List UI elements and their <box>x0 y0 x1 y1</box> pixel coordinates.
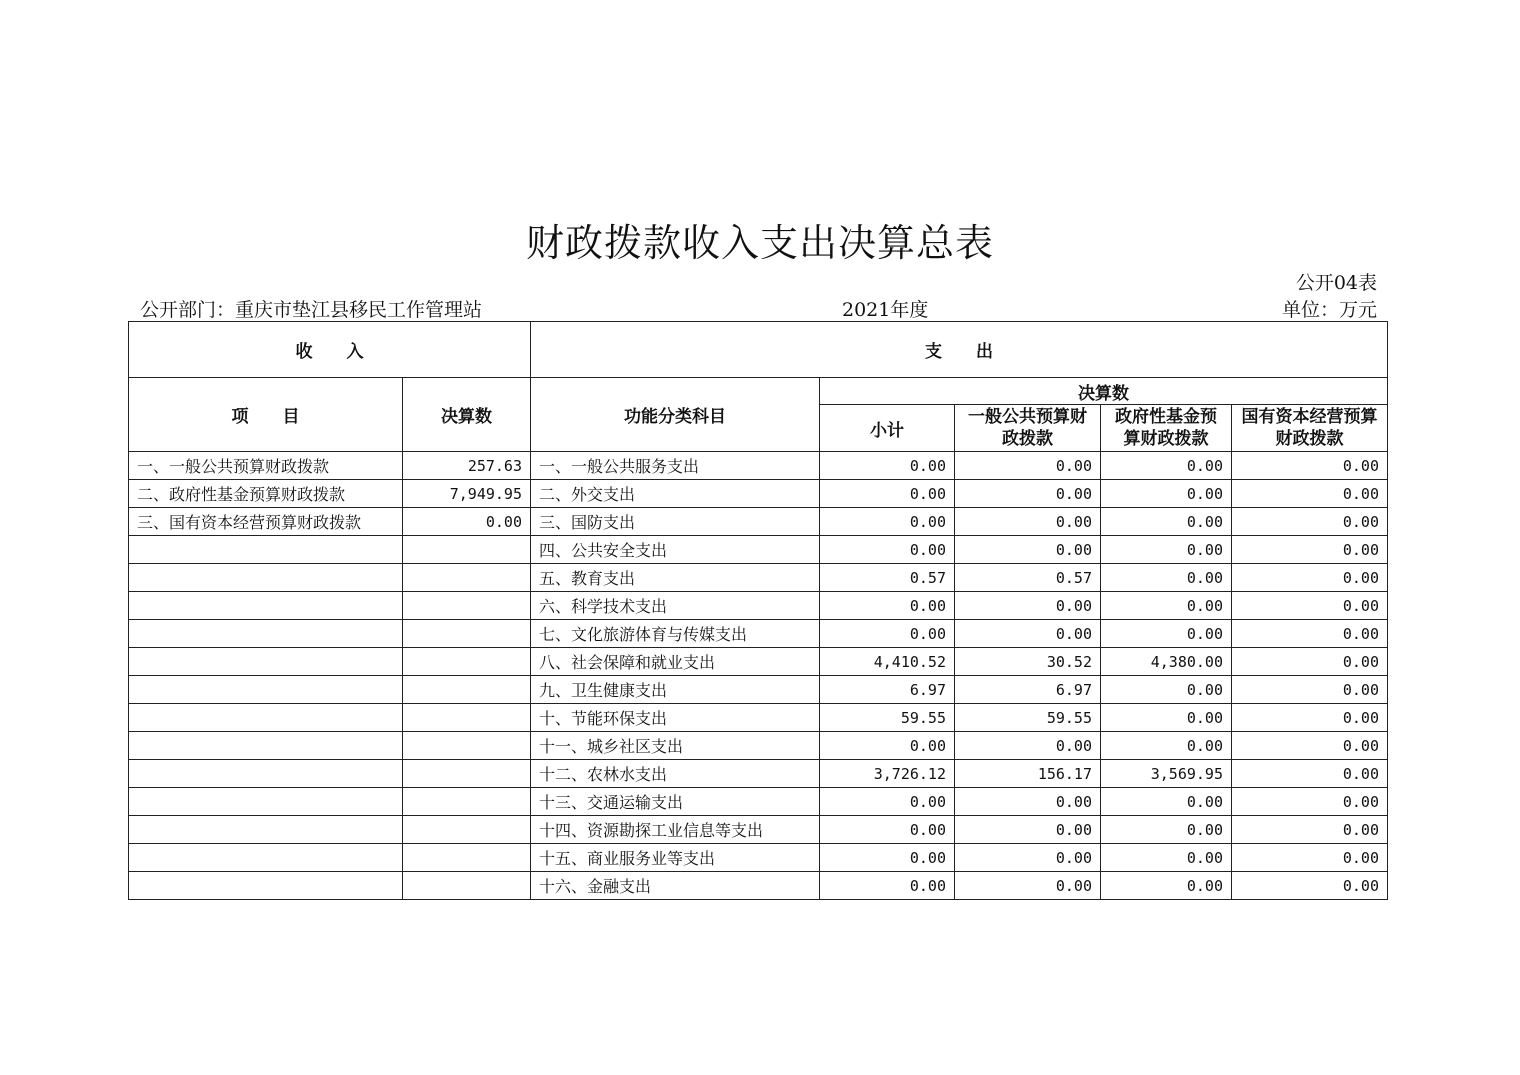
category-cell: 九、卫生健康支出 <box>531 676 820 704</box>
income-item-cell <box>129 844 403 872</box>
general-budget-cell: 0.00 <box>955 732 1101 760</box>
category-cell: 十一、城乡社区支出 <box>531 732 820 760</box>
subtotal-cell: 0.00 <box>820 620 955 648</box>
state-capital-cell: 0.00 <box>1232 788 1388 816</box>
income-amount-cell: 257.63 <box>403 452 531 480</box>
column-header-row-1 <box>129 378 1388 405</box>
gov-fund-header: 政府性基金预算财政拨款 <box>1101 405 1232 452</box>
state-capital-cell: 0.00 <box>1232 704 1388 732</box>
final-amount-header: 决算数 <box>820 378 1388 405</box>
income-amount-cell <box>403 536 531 564</box>
finance-table <box>128 321 1388 900</box>
category-cell: 四、公共安全支出 <box>531 536 820 564</box>
table-row <box>129 760 1388 788</box>
year-label: 2021年度 <box>842 299 929 321</box>
table-row <box>129 704 1388 732</box>
table-row <box>129 592 1388 620</box>
gov-fund-cell: 0.00 <box>1101 452 1232 480</box>
state-capital-cell: 0.00 <box>1232 592 1388 620</box>
subtotal-cell: 0.00 <box>820 452 955 480</box>
income-amount-cell <box>403 648 531 676</box>
function-category-header: 功能分类科目 <box>531 378 820 452</box>
subtotal-cell: 0.00 <box>820 732 955 760</box>
income-item-cell <box>129 620 403 648</box>
income-item-cell <box>129 816 403 844</box>
gov-fund-cell: 0.00 <box>1101 676 1232 704</box>
category-cell: 一、一般公共服务支出 <box>531 452 820 480</box>
income-header: 收 入 <box>129 322 531 378</box>
income-item-cell: 一、一般公共预算财政拨款 <box>129 452 403 480</box>
gov-fund-cell: 0.00 <box>1101 592 1232 620</box>
state-capital-cell: 0.00 <box>1232 648 1388 676</box>
general-budget-cell: 0.00 <box>955 844 1101 872</box>
category-cell: 十四、资源勘探工业信息等支出 <box>531 816 820 844</box>
table-row <box>129 508 1388 536</box>
table-row <box>129 536 1388 564</box>
state-capital-cell: 0.00 <box>1232 508 1388 536</box>
income-amount-cell <box>403 760 531 788</box>
subtotal-cell: 0.00 <box>820 480 955 508</box>
subtotal-cell: 0.00 <box>820 536 955 564</box>
income-amount-cell <box>403 620 531 648</box>
general-budget-cell: 0.57 <box>955 564 1101 592</box>
income-amount-cell <box>403 788 531 816</box>
gov-fund-cell: 0.00 <box>1101 844 1232 872</box>
general-budget-cell: 0.00 <box>955 480 1101 508</box>
gov-fund-cell: 0.00 <box>1101 788 1232 816</box>
general-budget-header: 一般公共预算财政拨款 <box>955 405 1101 452</box>
category-cell: 二、外交支出 <box>531 480 820 508</box>
income-amount-cell <box>403 732 531 760</box>
subtotal-cell: 0.00 <box>820 788 955 816</box>
subtotal-cell: 0.00 <box>820 816 955 844</box>
department-label: 公开部门：重庆市垫江县移民工作管理站 <box>140 299 483 321</box>
income-item-cell: 二、政府性基金预算财政拨款 <box>129 480 403 508</box>
table-row <box>129 452 1388 480</box>
income-item-cell <box>129 564 403 592</box>
subtotal-cell: 0.00 <box>820 872 955 900</box>
subtotal-cell: 0.00 <box>820 844 955 872</box>
gov-fund-cell: 0.00 <box>1101 536 1232 564</box>
table-row <box>129 872 1388 900</box>
general-budget-cell: 0.00 <box>955 508 1101 536</box>
section-header-row <box>129 322 1388 378</box>
category-cell: 五、教育支出 <box>531 564 820 592</box>
state-capital-cell: 0.00 <box>1232 816 1388 844</box>
table-row <box>129 844 1388 872</box>
category-cell: 三、国防支出 <box>531 508 820 536</box>
general-budget-cell: 0.00 <box>955 788 1101 816</box>
category-cell: 七、文化旅游体育与传媒支出 <box>531 620 820 648</box>
general-budget-cell: 156.17 <box>955 760 1101 788</box>
general-budget-cell: 0.00 <box>955 872 1101 900</box>
income-amount-cell <box>403 592 531 620</box>
income-amount-cell <box>403 704 531 732</box>
gov-fund-cell: 0.00 <box>1101 732 1232 760</box>
income-amount-cell <box>403 564 531 592</box>
table-row <box>129 564 1388 592</box>
category-cell: 八、社会保障和就业支出 <box>531 648 820 676</box>
expense-header: 支 出 <box>531 322 1388 378</box>
income-amount-cell <box>403 844 531 872</box>
gov-fund-cell: 0.00 <box>1101 508 1232 536</box>
income-item-cell <box>129 704 403 732</box>
category-cell: 十、节能环保支出 <box>531 704 820 732</box>
subtotal-cell: 4,410.52 <box>820 648 955 676</box>
gov-fund-cell: 4,380.00 <box>1101 648 1232 676</box>
gov-fund-cell: 0.00 <box>1101 564 1232 592</box>
general-budget-cell: 6.97 <box>955 676 1101 704</box>
income-amount-cell <box>403 872 531 900</box>
table-row <box>129 816 1388 844</box>
table-row <box>129 480 1388 508</box>
category-cell: 十六、金融支出 <box>531 872 820 900</box>
income-item-cell <box>129 648 403 676</box>
income-item-cell <box>129 536 403 564</box>
income-item-cell <box>129 732 403 760</box>
state-capital-cell: 0.00 <box>1232 452 1388 480</box>
table-row <box>129 676 1388 704</box>
general-budget-cell: 0.00 <box>955 592 1101 620</box>
gov-fund-cell: 0.00 <box>1101 704 1232 732</box>
subtotal-cell: 59.55 <box>820 704 955 732</box>
state-capital-cell: 0.00 <box>1232 620 1388 648</box>
state-capital-cell: 0.00 <box>1232 676 1388 704</box>
state-capital-cell: 0.00 <box>1232 844 1388 872</box>
general-budget-cell: 0.00 <box>955 536 1101 564</box>
subtotal-cell: 0.00 <box>820 592 955 620</box>
income-item-cell <box>129 872 403 900</box>
item-header: 项 目 <box>129 378 403 452</box>
gov-fund-cell: 3,569.95 <box>1101 760 1232 788</box>
gov-fund-cell: 0.00 <box>1101 872 1232 900</box>
category-cell: 十二、农林水支出 <box>531 760 820 788</box>
amount-header: 决算数 <box>403 378 531 452</box>
table-row <box>129 788 1388 816</box>
general-budget-cell: 0.00 <box>955 816 1101 844</box>
category-cell: 十五、商业服务业等支出 <box>531 844 820 872</box>
income-item-cell <box>129 760 403 788</box>
state-capital-cell: 0.00 <box>1232 732 1388 760</box>
state-capital-header: 国有资本经营预算财政拨款 <box>1232 405 1388 452</box>
income-amount-cell <box>403 816 531 844</box>
income-amount-cell: 0.00 <box>403 508 531 536</box>
form-code: 公开04表 <box>1295 272 1377 294</box>
general-budget-cell: 0.00 <box>955 620 1101 648</box>
income-item-cell <box>129 592 403 620</box>
income-item-cell <box>129 788 403 816</box>
subtotal-cell: 3,726.12 <box>820 760 955 788</box>
category-cell: 十三、交通运输支出 <box>531 788 820 816</box>
state-capital-cell: 0.00 <box>1232 760 1388 788</box>
table-row <box>129 648 1388 676</box>
income-item-cell: 三、国有资本经营预算财政拨款 <box>129 508 403 536</box>
gov-fund-cell: 0.00 <box>1101 620 1232 648</box>
subtotal-cell: 6.97 <box>820 676 955 704</box>
gov-fund-cell: 0.00 <box>1101 816 1232 844</box>
income-amount-cell: 7,949.95 <box>403 480 531 508</box>
income-amount-cell <box>403 676 531 704</box>
general-budget-cell: 30.52 <box>955 648 1101 676</box>
category-cell: 六、科学技术支出 <box>531 592 820 620</box>
table-row <box>129 732 1388 760</box>
page-title: 财政拨款收入支出决算总表 <box>525 221 994 265</box>
subtotal-header: 小计 <box>820 405 955 452</box>
general-budget-cell: 59.55 <box>955 704 1101 732</box>
general-budget-cell: 0.00 <box>955 452 1101 480</box>
subtotal-cell: 0.00 <box>820 508 955 536</box>
state-capital-cell: 0.00 <box>1232 872 1388 900</box>
income-item-cell <box>129 676 403 704</box>
state-capital-cell: 0.00 <box>1232 564 1388 592</box>
state-capital-cell: 0.00 <box>1232 480 1388 508</box>
state-capital-cell: 0.00 <box>1232 536 1388 564</box>
gov-fund-cell: 0.00 <box>1101 480 1232 508</box>
unit-label: 单位：万元 <box>1281 299 1377 321</box>
subtotal-cell: 0.57 <box>820 564 955 592</box>
table-row <box>129 620 1388 648</box>
